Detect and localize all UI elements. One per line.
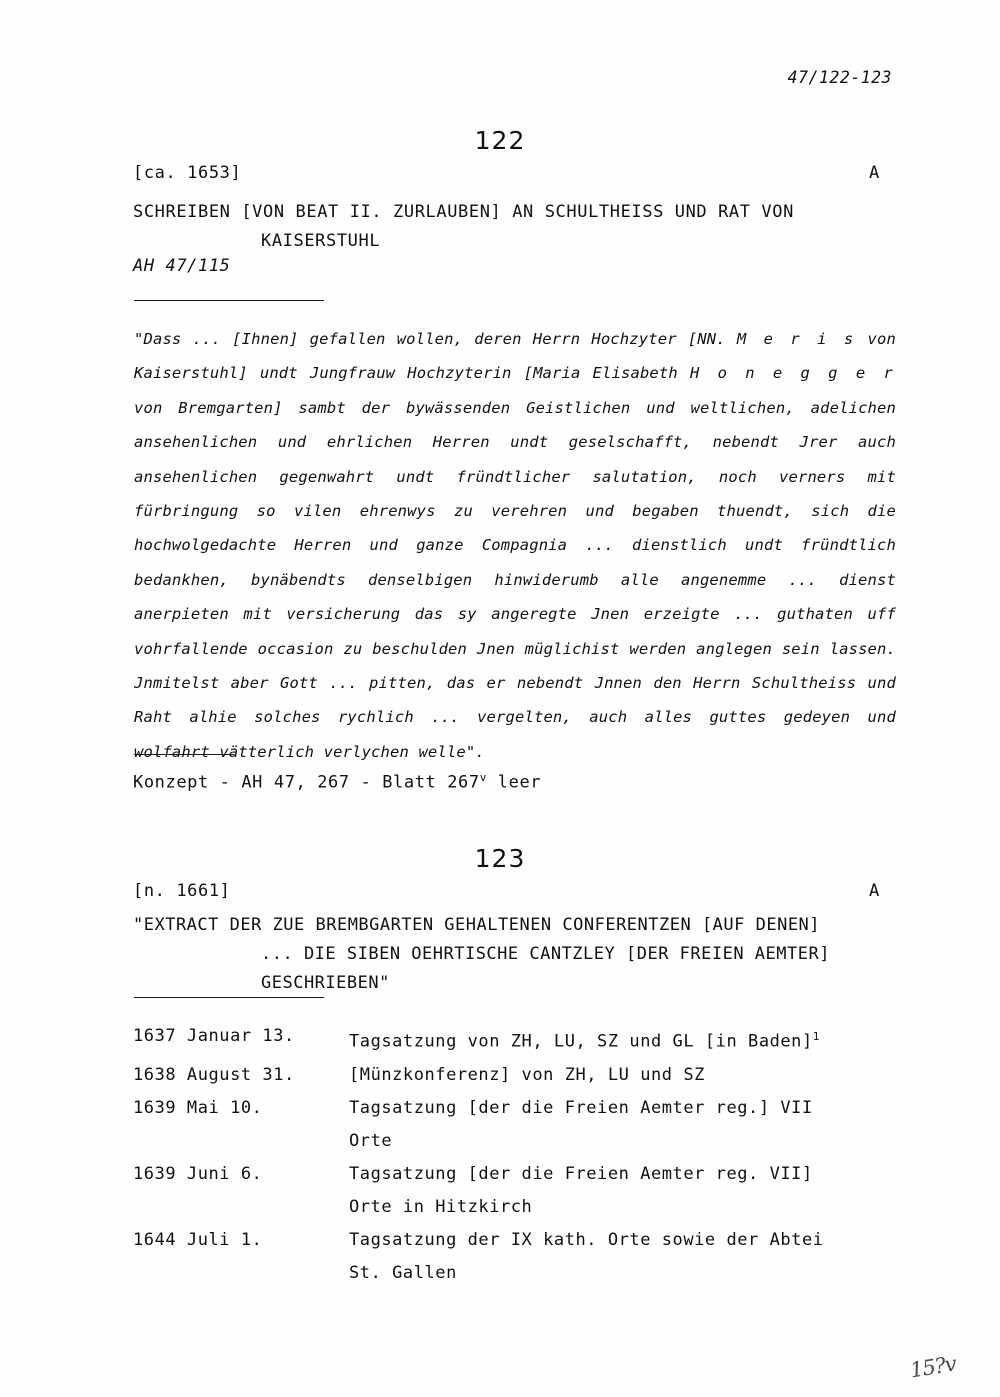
entry-123-date: [n. 1661]: [133, 881, 231, 901]
list-item-description: [349, 1224, 933, 1290]
divider-rule-123: [134, 997, 324, 998]
list-item-date: 1638 August 31.: [133, 1064, 295, 1085]
entry-122-footer-superscript: v: [479, 771, 487, 784]
list-item: [133, 1224, 933, 1290]
list-item-description: [349, 1020, 933, 1059]
entry-122-title: [133, 198, 913, 256]
list-item-desc-text: Tagsatzung [der die Freien Aemter reg. VII]: [349, 1163, 813, 1184]
list-item-desc-second-line: Orte in Hitzkirch: [349, 1196, 533, 1217]
entry-123-conference-list: [133, 1020, 933, 1290]
entry-123-number: 123: [474, 844, 526, 873]
divider-rule-122-footer: [134, 754, 234, 755]
list-item-desc-text: [Münzkonferenz] von ZH, LU und SZ: [349, 1064, 705, 1085]
footnote-marker: 1: [812, 1030, 820, 1043]
entry-122-footer: [133, 771, 541, 793]
entry-122-title-line1: SCHREIBEN [VON BEAT II. ZURLAUBEN] AN SCHULTHEISS UND RAT VON: [133, 202, 794, 222]
list-item-desc-second-line: Orte: [349, 1130, 393, 1151]
list-item-desc-second-line: St. Gallen: [349, 1262, 457, 1283]
handwritten-pencil-annotation: 15?v: [908, 1351, 958, 1383]
entry-122-footer-main: Konzept - AH 47, 267 - Blatt 267: [133, 772, 480, 793]
entry-122-body-part1: "Dass ... [Ihnen] gefallen wollen, deren Herrn Hochzyter [NN.: [134, 330, 737, 348]
list-item: [133, 1092, 933, 1158]
list-item-date: 1639 Mai 10.: [133, 1097, 263, 1118]
list-item-date: 1639 Juni 6.: [133, 1163, 263, 1184]
list-item: [133, 1059, 933, 1092]
entry-123-title-line2: ... DIE SIBEN OEHRTISCHE CANTZLEY [DER FREIEN AEMTER]: [261, 944, 830, 964]
entry-122-body-part3: von Bremgarten] sambt der bywässenden Geistlichen und weltlichen, adelichen ansehenlichen und ehrlichen Herren undt geselschafft, nebendt Jrer auch ansehenlichen gegenwahrt undt fründtlicher salutation, noch verners mit fürbringung so vilen ehrenwys zu verehren und begaben thuendt, sich die hochwolgedachte Herren und ganze Compagnia ... dienstlich undt fründtlich bedankhen, bynäbendts denselbigen hinwiderumb alle angenemme ... dienst anerpieten mit versicherung das sy angeregte Jnen erzeigte ... guthaten uff vohrfallende occasion zu beschulden Jnen müglichist werden anglegen sein lassen. Jnmitelst aber Gott ... pitten, das er nebendt Jnnen den Herrn Schultheiss und Raht alhie solches rychlich ... vergelten, auch alles guttes gedeyen und wolfahrt vätterlich verlychen welle".: [134, 398, 896, 761]
entry-122-name-meris: M e r i s: [736, 330, 857, 348]
entry-122-title-line2: KAISERSTUHL: [261, 231, 381, 251]
list-item-desc-text: Tagsatzung von ZH, LU, SZ und GL [in Baden]: [349, 1031, 813, 1052]
page-reference-header: 47/122-123: [787, 68, 892, 87]
entry-122-name-honegger: H o n e g g e r: [689, 364, 896, 383]
list-item: [133, 1158, 933, 1224]
entry-122-footer-tail: leer: [486, 772, 542, 793]
list-item-description: [349, 1158, 933, 1224]
entry-123-title-line3: GESCHRIEBEN": [261, 973, 390, 993]
list-item-desc-text: Tagsatzung [der die Freien Aemter reg.] VII: [349, 1097, 813, 1118]
entry-122-date: [ca. 1653]: [133, 163, 242, 183]
list-item-date: 1644 Juli 1.: [133, 1229, 263, 1250]
entry-122-signature: AH 47/115: [133, 256, 231, 276]
entry-123-title: [133, 911, 923, 998]
entry-123-title-line1: "EXTRACT DER ZUE BREMBGARTEN GEHALTENEN CONFERENTZEN [AUF DENEN]: [133, 915, 821, 935]
list-item: [133, 1020, 933, 1059]
list-item-description: [349, 1092, 933, 1158]
entry-122-body: [134, 322, 896, 769]
entry-122-mark: A: [869, 163, 880, 183]
entry-122-number: 122: [474, 126, 526, 155]
entry-122-body-part2: von Kaiserstuhl] undt Jungfrauw Hochzyterin [Maria Elisabeth: [134, 330, 897, 383]
list-item-date: 1637 Januar 13.: [133, 1026, 295, 1046]
entry-123-mark: A: [869, 881, 880, 901]
list-item-description: [349, 1059, 933, 1092]
list-item-desc-text: Tagsatzung der IX kath. Orte sowie der Abtei: [349, 1229, 824, 1250]
divider-rule-122: [134, 300, 324, 301]
